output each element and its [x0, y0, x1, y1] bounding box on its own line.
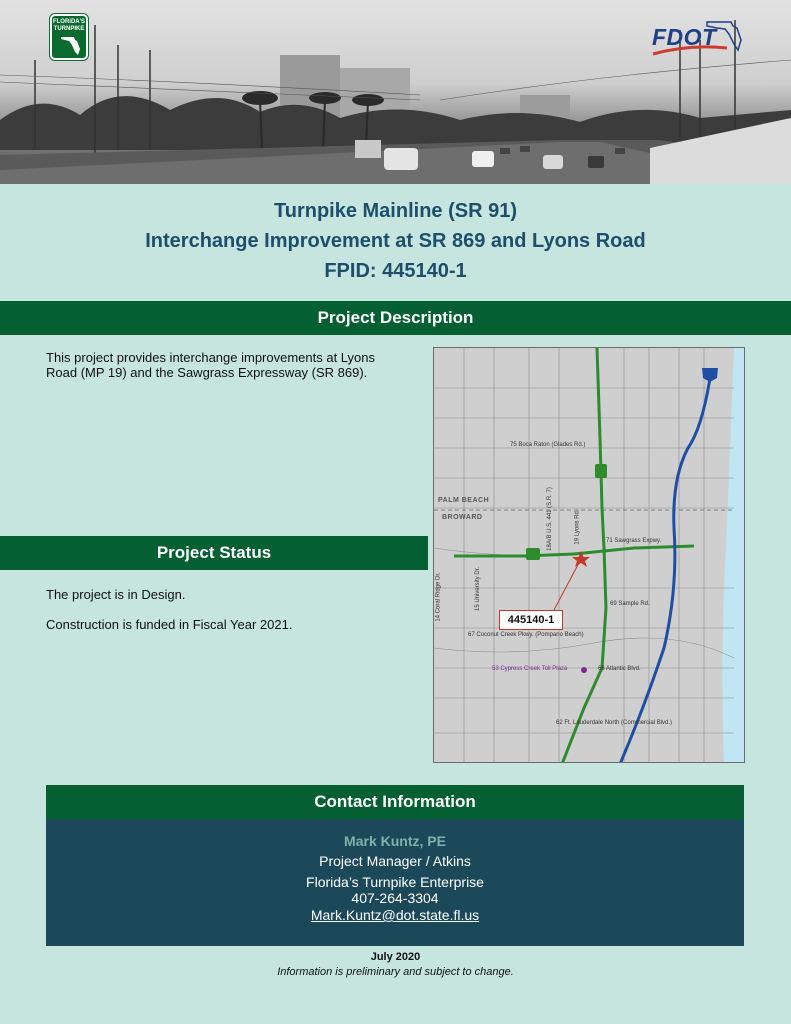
project-description-text: This project provides interchange improvements at Lyons Road (MP 19) and the Sawgrass Expressway (SR 869). [46, 350, 376, 380]
florida-state-icon [60, 35, 82, 57]
map-graphic [434, 348, 745, 763]
contact-information-heading: Contact Information [46, 785, 744, 819]
title-line-1: Turnpike Mainline (SR 91) [274, 200, 517, 222]
footer-disclaimer: Information is preliminary and subject to change. [277, 966, 514, 978]
project-status-heading: Project Status [0, 536, 428, 570]
map-label-atlantic: 66 Atlantic Blvd. [598, 666, 641, 672]
fdot-logo-text: FDOT [652, 24, 717, 50]
status-funding-text: Construction is funded in Fiscal Year 2021. [46, 617, 293, 632]
header-banner-photo [0, 0, 791, 184]
map-label-boca-raton: 75 Boca Raton (Glades Rd.) [510, 442, 586, 448]
fdot-logo [649, 18, 749, 60]
contact-name: Mark Kuntz, PE [344, 833, 446, 849]
contact-organization: Florida’s Turnpike Enterprise [306, 874, 484, 890]
map-label-sawgrass: 71 Sawgrass Expwy. [606, 538, 662, 544]
map-label-us-441: 18A/B U.S. 441 (S.R. 7) [546, 487, 553, 551]
fpid-callout-box: 445140-1 [499, 610, 563, 630]
map-label-sample: 69 Sample Rd. [610, 601, 650, 607]
footer-date: July 2020 [370, 951, 421, 963]
florida-turnpike-logo [50, 14, 88, 60]
status-design-text: The project is in Design. [46, 587, 186, 602]
contact-email-link[interactable]: Mark.Kuntz@dot.state.fl.us [310, 907, 480, 923]
map-label-coral-ridge: 14 Coral Ridge Dr. [435, 572, 442, 622]
county-label-palm-beach: PALM BEACH [438, 497, 490, 504]
map-label-cypress-creek: 53 Cypress Creek Toll Plaza [492, 666, 568, 672]
map-label-coconut-creek: 67 Coconut Creek Pkwy. (Pompano Beach) [468, 632, 584, 638]
title-line-2: Interchange Improvement at SR 869 and Lyons Road [145, 230, 646, 252]
turnpike-logo-text: FLORIDA'S TURNPIKE [52, 19, 86, 32]
map-label-lyons-rd: 19 Lyons Rd. [574, 509, 581, 545]
project-description-heading: Project Description [0, 301, 791, 335]
project-location-map [433, 347, 745, 763]
county-label-broward: BROWARD [442, 514, 483, 521]
page-title [0, 196, 791, 286]
map-label-university: 15 University Dr. [475, 566, 482, 612]
title-line-3-fpid: FPID: 445140-1 [324, 260, 467, 282]
contact-phone: 407-264-3304 [351, 890, 439, 906]
contact-information-panel [46, 819, 744, 946]
contact-role: Project Manager / Atkins [319, 853, 471, 869]
fdot-swoosh-icon [649, 18, 749, 60]
map-label-fort-lauderdale-north: 62 Ft. Lauderdale North (Commercial Blvd.) [556, 720, 673, 726]
